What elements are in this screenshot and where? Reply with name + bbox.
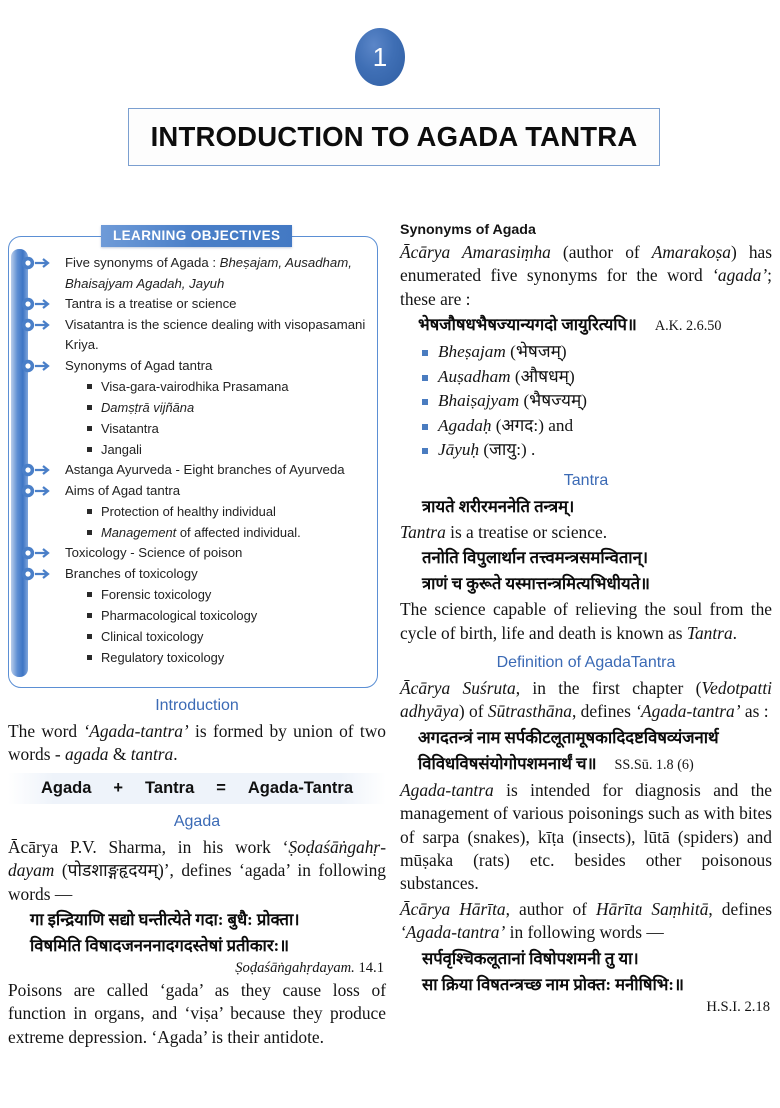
- objective-subitem-text: Visatantra: [101, 421, 159, 436]
- definition-of-agadatantra-heading: Definition of AgadaTantra: [496, 653, 676, 671]
- agada-verse-line-2: विषमिति विषादजनननादगदस्तेषां प्रतीकार:॥: [30, 936, 290, 956]
- poisons-paragraph: Poisons are called ‘gada’ as they cause loss of function in organs, and ‘viṣa’ because they produce extreme depression. ‘Agada’ is their antidote.: [8, 980, 386, 1047]
- harita-text-1: , author of: [505, 898, 596, 919]
- objective-text: Synonyms of Agad tantra: [65, 357, 213, 373]
- synonym-item: [422, 414, 772, 439]
- agada-text-end: , defines ‘agada’ in following words —: [8, 860, 386, 904]
- objective-item: [43, 315, 369, 356]
- objective-subitem-text: Regulatory toxicology: [101, 650, 225, 665]
- intro-text-1: The word: [8, 721, 84, 741]
- objective-sublist: [65, 584, 369, 668]
- agada-tantra-italic: ‘Agada-tantra’: [635, 701, 741, 722]
- agada-word-italic: ‘agada’: [712, 265, 768, 286]
- arrow-bullet-icon: [21, 463, 55, 477]
- harita-verse-line-1: सर्पवृश्चिकलूतानां विषोपशमनी तु या।: [422, 948, 639, 968]
- synonym-devanagari: (भेषजम्): [510, 342, 567, 362]
- agada-equation-band: [8, 773, 386, 804]
- objective-item: [43, 294, 369, 315]
- agada-heading: Agada: [173, 812, 221, 830]
- objective-subitem: [87, 584, 369, 605]
- objective-text: Branches of toxicology: [65, 565, 198, 581]
- objective-subitem: [87, 626, 369, 647]
- learning-objectives-banner: [101, 225, 292, 247]
- objective-subitem-text: of affected individual.: [176, 525, 301, 540]
- objective-subitem: [87, 605, 369, 626]
- agada-text-italic: Ṣoḍaśāṅgahṛ-dayam: [8, 836, 386, 881]
- synonyms-text-2: ) has enumerated five synonyms for the word: [400, 242, 772, 286]
- objective-subitem: [87, 376, 369, 397]
- tantra-science-paragraph: [400, 598, 772, 645]
- objective-text: Five synonyms of Agada :: [65, 255, 220, 270]
- synonym-roman: Bheṣajam: [438, 342, 506, 362]
- amarakosa-citation: A.K. 2.6.50: [654, 318, 722, 335]
- synonyms-list: [400, 340, 772, 463]
- tantra-verse-2-line-1: तनोति विपुलार्थान तत्त्वमन्त्रसमन्वितान्।: [422, 548, 649, 568]
- objective-subitem: [87, 418, 369, 439]
- intro-text-italic-1: ‘Agada-tantra’: [83, 721, 189, 741]
- agada-citation-ref: 14.1: [354, 960, 384, 977]
- harita-text-end: in following words —: [505, 922, 664, 943]
- agada-verse-citation: [8, 960, 384, 977]
- equation-result-term: Agada-Tantra: [247, 778, 354, 797]
- equation-left-term: Agada: [40, 778, 92, 797]
- amarakosa-verse: भेषजौषधभैषज्यान्यगदो जायुरित्यपि॥: [418, 315, 637, 335]
- harita-samhita-name: Hārīta Saṃhitā: [596, 898, 709, 919]
- objective-subitem-text: Visa-gara-vairodhika Prasamana: [101, 379, 289, 394]
- tantra-definition-text: is a treatise or science.: [445, 521, 608, 542]
- arrow-bullet-icon: [21, 318, 55, 332]
- susruta-text-2: ) of: [458, 701, 488, 722]
- synonyms-of-agada-heading: Synonyms of Agada: [400, 222, 536, 238]
- susruta-text-3: , defines: [571, 701, 636, 722]
- synonym-item: [422, 340, 772, 365]
- objective-item: [43, 460, 369, 481]
- objective-item: [43, 543, 369, 564]
- objective-subitem-text: Pharmacological toxicology: [101, 608, 258, 623]
- sutrasthana-name: Sūtrasthāna: [487, 701, 572, 722]
- harita-agada-tantra-italic: ‘Agada-tantra’: [400, 922, 506, 943]
- vedotpatti-adhyaya: Vedotpatti adhyāya: [400, 677, 772, 722]
- agada-citation-source: Ṣoḍaśāṅgahṛdayam.: [235, 960, 355, 977]
- synonym-tail: and: [543, 415, 574, 435]
- synonyms-text-3: ; these are :: [400, 265, 772, 309]
- tantra-science-end: .: [732, 622, 737, 643]
- arrow-bullet-icon: [21, 484, 55, 498]
- objective-item: [43, 481, 369, 544]
- objectives-list: [43, 253, 369, 668]
- tantra-word-italic: Tantra: [400, 521, 446, 542]
- objective-item: [43, 356, 369, 461]
- tantra-verse-2-line-2: त्राणं च कुरूते यस्मात्तन्त्रमित्यभिधीयते॥: [422, 574, 650, 594]
- harita-verse-line-2: सा क्रिया विषतन्त्रच्छ नाम प्रोक्त: मनीषिभि:॥: [422, 974, 684, 994]
- agada-text-deva: (पोडशाङ्गहृदयम्)’: [54, 860, 170, 881]
- chapter-title-box: [128, 108, 660, 166]
- left-column: [8, 222, 386, 1051]
- harita-text-2: , defines: [708, 898, 773, 919]
- synonym-devanagari: (जायु:): [483, 440, 527, 460]
- harita-paragraph: [400, 898, 772, 945]
- intro-text-italic-3: tantra: [130, 744, 174, 765]
- objective-subitem: [87, 522, 369, 543]
- synonyms-intro-paragraph: [400, 241, 772, 311]
- objective-subitem: [87, 439, 369, 460]
- susruta-verse-row-2: [400, 752, 772, 777]
- objective-subitem-text-italic: Management: [101, 525, 177, 540]
- objective-subitem-text: Protection of healthy individual: [101, 504, 276, 519]
- synonym-devanagari: (भैषज्यम्): [523, 391, 587, 411]
- learning-objectives-banner-label: LEARNING OBJECTIVES: [113, 228, 281, 243]
- objective-item: [43, 253, 369, 294]
- susruta-citation: SS.Sū. 1.8 (6): [614, 756, 694, 773]
- amarakosa-verse-row: [400, 313, 772, 338]
- tantra-definition-line: [400, 521, 772, 544]
- tantra-science-text: The science capable of relieving the soul from the cycle of birth, life and death is known as: [400, 599, 772, 643]
- synonym-tail: .: [526, 440, 536, 460]
- arrow-bullet-icon: [21, 359, 55, 373]
- introduction-paragraph: [8, 720, 386, 767]
- objective-sublist: [65, 376, 369, 460]
- introduction-heading: Introduction: [155, 697, 239, 714]
- synonym-devanagari: (औषधम्): [514, 366, 575, 386]
- synonym-item: [422, 438, 772, 463]
- objective-text: Aims of Agad tantra: [65, 482, 181, 498]
- objective-sublist: [65, 501, 369, 543]
- synonym-devanagari: (अगद:): [495, 415, 544, 435]
- arrow-bullet-icon: [21, 256, 55, 270]
- agada-intended-text: is intended for diagnosis and the management of various poisonings such as with bites of sarpa (snakes), kīṭa (insects), lūtā (spiders) and mūṣaka (rats) etc. besides other poisonous substances.: [400, 779, 772, 894]
- tantra-science-italic: Tantra: [686, 622, 733, 643]
- synonyms-text-1: (author of: [550, 242, 652, 262]
- objective-text: Visatantra is the science dealing with visopasamani Kriya.: [65, 316, 366, 352]
- page-title: INTRODUCTION TO AGADA TANTRA: [150, 121, 638, 152]
- intro-text-italic-2: agada: [65, 744, 109, 765]
- synonym-item: [422, 365, 772, 390]
- synonym-item: [422, 389, 772, 414]
- objective-text-italic: Bheṣajam, Ausadham, Bhaisajyam Agadah, Jayuh: [65, 255, 352, 291]
- susruta-name: Ācārya Suśruta: [400, 677, 516, 698]
- objective-subitem-text: Jangali: [101, 442, 142, 457]
- susruta-verse-line-1: अगदतन्त्रं नाम सर्पकीटलूतामूषकादिदष्टविषव्यंजनार्थ: [418, 727, 719, 747]
- intro-text-2: is formed by union of two words -: [8, 721, 386, 765]
- right-column: [400, 222, 772, 1018]
- objective-subitem-text: Forensic toxicology: [101, 587, 212, 602]
- objective-text: Toxicology - Science of poison: [65, 545, 243, 560]
- objective-subitem: [87, 647, 369, 668]
- chapter-number-badge: [355, 28, 405, 86]
- equation-middle-term: Tantra: [145, 778, 195, 797]
- objective-subitem: [87, 501, 369, 522]
- synonym-roman: Auṣadham: [438, 366, 511, 386]
- agada-intended-paragraph: [400, 779, 772, 896]
- objective-text: Tantra is a treatise or science: [65, 296, 237, 311]
- harita-name: Ācārya Hārīta: [400, 898, 506, 919]
- agada-text-1: Ācārya P.V. Sharma, in his work ‘: [8, 836, 289, 857]
- arrow-bullet-icon: [21, 567, 55, 581]
- equation-plus-operator: +: [113, 778, 124, 797]
- agada-tantra-intended-italic: Agada-tantra: [400, 779, 494, 800]
- amarakosa-name: Amarakoṣa: [651, 242, 731, 262]
- synonym-roman: Agadaḥ: [438, 415, 492, 435]
- arrow-bullet-icon: [21, 546, 55, 560]
- susruta-paragraph: [400, 677, 772, 724]
- synonym-roman: Bhaiṣajyam: [438, 391, 520, 411]
- susruta-verse-line-2: विविधविषसंयोगोपशमनार्थं च॥: [418, 753, 597, 773]
- objective-subitem: [87, 397, 369, 418]
- tantra-heading: Tantra: [563, 471, 609, 489]
- tantra-verse-1: त्रायते शरीरमननेति तन्त्रम्।: [422, 496, 575, 516]
- learning-objectives-box: [8, 228, 378, 688]
- susruta-text-end: as :: [740, 701, 769, 722]
- intro-text-end: .: [173, 744, 178, 765]
- arrow-bullet-icon: [21, 297, 55, 311]
- synonym-roman: Jāyuḥ: [438, 440, 480, 460]
- objective-subitem-text: Clinical toxicology: [101, 629, 204, 644]
- amarasimha-name: Ācārya Amarasiṃha: [400, 242, 551, 262]
- objective-subitem-text: Damṣṭrā vijñāna: [101, 400, 195, 415]
- harita-citation: H.S.I. 2.18: [706, 998, 770, 1015]
- agada-definition-paragraph: [8, 836, 386, 906]
- chapter-number: 1: [372, 41, 388, 72]
- objective-text: Astanga Ayurveda - Eight branches of Ayurveda: [65, 462, 345, 477]
- susruta-text-1: , in the first chapter (: [515, 677, 702, 698]
- equation-equals-operator: =: [216, 778, 226, 797]
- agada-verse-line-1: गा इन्द्रियाणि सद्यो घन्तीत्येते गदा: बुधै: प्रोक्ता।: [30, 910, 300, 930]
- objective-item: [43, 564, 369, 669]
- intro-text-amp: &: [108, 744, 131, 765]
